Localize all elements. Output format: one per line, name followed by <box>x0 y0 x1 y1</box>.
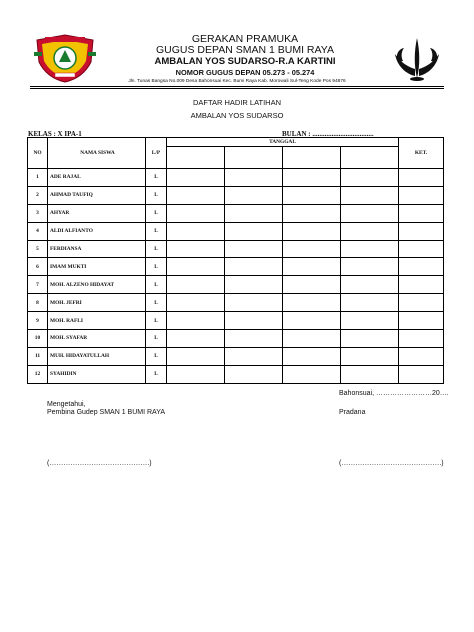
note-cell[interactable] <box>399 347 444 365</box>
note-cell[interactable] <box>399 330 444 348</box>
table-row <box>28 204 444 222</box>
school-crest-icon <box>33 32 97 84</box>
attendance-cell[interactable] <box>283 365 341 383</box>
attendance-cell[interactable] <box>283 294 341 312</box>
date-cell[interactable] <box>225 147 283 169</box>
student-name: IMAM MUKTI <box>48 258 146 276</box>
student-gender: L <box>146 312 167 330</box>
attendance-cell[interactable] <box>283 204 341 222</box>
attendance-cell[interactable] <box>283 347 341 365</box>
note-cell[interactable] <box>399 276 444 294</box>
col-ket-header: KET. <box>399 138 444 169</box>
table-row <box>28 347 444 365</box>
attendance-cell[interactable] <box>283 276 341 294</box>
note-cell[interactable] <box>399 204 444 222</box>
attendance-cell[interactable] <box>225 240 283 258</box>
student-name: AHYAR <box>48 204 146 222</box>
student-name: ALDI ALFIANTO <box>48 222 146 240</box>
table-header-row <box>28 138 444 147</box>
row-number: 4 <box>28 222 48 240</box>
table-row <box>28 169 444 187</box>
gudep-number: NOMOR GUGUS DEPAN 05.273 - 05.274 <box>175 68 315 77</box>
attendance-cell[interactable] <box>167 330 225 348</box>
table-row <box>28 186 444 204</box>
table-row <box>28 330 444 348</box>
attendance-cell[interactable] <box>341 240 399 258</box>
table-row <box>28 294 444 312</box>
attendance-cell[interactable] <box>225 330 283 348</box>
org-name: GERAKAN PRAMUKA <box>191 33 299 45</box>
student-name: AHMAD TAUFIQ <box>48 186 146 204</box>
attendance-cell[interactable] <box>225 347 283 365</box>
leader-signature-line: (…………………………………….) <box>339 460 444 467</box>
attendance-cell[interactable] <box>167 294 225 312</box>
row-number: 7 <box>28 276 48 294</box>
table-row <box>28 276 444 294</box>
note-cell[interactable] <box>399 169 444 187</box>
attendance-cell[interactable] <box>283 169 341 187</box>
row-number: 11 <box>28 347 48 365</box>
table-row <box>28 240 444 258</box>
table-row <box>28 312 444 330</box>
header-rule-bottom <box>30 88 444 89</box>
student-gender: L <box>146 276 167 294</box>
doc-subtitle: AMBALAN YOS SUDARSO <box>190 111 284 120</box>
student-gender: L <box>146 222 167 240</box>
student-name: MOH. ALZENO HIDAYAT <box>48 276 146 294</box>
place-date: Bahonsuai, ……………………20…. <box>339 390 449 397</box>
note-cell[interactable] <box>399 294 444 312</box>
row-number: 8 <box>28 294 48 312</box>
col-lp-header: L/P <box>146 138 167 169</box>
address: Jln. Tunas Bangsa No.009 Desa Bahonsuai Kec. Bumi Raya Kab. Morowali Sul-Teng Kode Pos 94876 <box>128 79 346 84</box>
col-no-header: NO <box>28 138 48 169</box>
attendance-cell[interactable] <box>283 222 341 240</box>
student-gender: L <box>146 258 167 276</box>
attendance-cell[interactable] <box>167 312 225 330</box>
table-body <box>28 169 444 384</box>
attendance-cell[interactable] <box>167 240 225 258</box>
attendance-cell[interactable] <box>341 365 399 383</box>
month-label: BULAN : ................................... <box>282 130 374 138</box>
attendance-cell[interactable] <box>225 365 283 383</box>
attendance-cell[interactable] <box>341 204 399 222</box>
student-name: MUH. HIDAYATULLAH <box>48 347 146 365</box>
student-name: MOH. SYAFAR <box>48 330 146 348</box>
date-cell[interactable] <box>167 147 225 169</box>
attendance-cell[interactable] <box>167 365 225 383</box>
student-name: ADE RAJAL <box>48 169 146 187</box>
note-cell[interactable] <box>399 365 444 383</box>
student-gender: L <box>146 294 167 312</box>
table-row <box>28 222 444 240</box>
tunas-kelapa-icon <box>392 34 442 82</box>
row-number: 12 <box>28 365 48 383</box>
ambalan-name: AMBALAN YOS SUDARSO-R.A KARTINI <box>154 56 336 67</box>
note-cell[interactable] <box>399 240 444 258</box>
supervisor-title: Pembina Gudep SMAN 1 BUMI RAYA <box>47 409 166 416</box>
attendance-cell[interactable] <box>225 186 283 204</box>
student-gender: L <box>146 169 167 187</box>
row-number: 1 <box>28 169 48 187</box>
student-name: SYAHIDIN <box>48 365 146 383</box>
attendance-cell[interactable] <box>225 276 283 294</box>
attendance-cell[interactable] <box>283 330 341 348</box>
attendance-cell[interactable] <box>283 258 341 276</box>
row-number: 3 <box>28 204 48 222</box>
student-name: FERDIANSA <box>48 240 146 258</box>
student-gender: L <box>146 204 167 222</box>
student-gender: L <box>146 186 167 204</box>
note-cell[interactable] <box>399 312 444 330</box>
leader-title: Pradana <box>339 409 366 416</box>
date-cell[interactable] <box>341 147 399 169</box>
note-cell[interactable] <box>399 222 444 240</box>
student-gender: L <box>146 347 167 365</box>
attendance-cell[interactable] <box>283 186 341 204</box>
table-row <box>28 258 444 276</box>
student-gender: L <box>146 240 167 258</box>
attendance-table <box>27 137 444 384</box>
attendance-cell[interactable] <box>167 186 225 204</box>
row-number: 9 <box>28 312 48 330</box>
attendance-cell[interactable] <box>167 204 225 222</box>
student-name: MOH. RAFLI <box>48 312 146 330</box>
attendance-cell[interactable] <box>341 294 399 312</box>
attendance-cell[interactable] <box>341 169 399 187</box>
attendance-cell[interactable] <box>167 276 225 294</box>
date-cell[interactable] <box>283 147 341 169</box>
row-number: 10 <box>28 330 48 348</box>
attendance-cell[interactable] <box>167 222 225 240</box>
row-number: 6 <box>28 258 48 276</box>
student-gender: L <box>146 365 167 383</box>
class-label: KELAS : X IPA-1 <box>28 130 82 138</box>
attendance-cell[interactable] <box>167 347 225 365</box>
attendance-cell[interactable] <box>167 169 225 187</box>
attendance-cell[interactable] <box>167 258 225 276</box>
attendance-cell[interactable] <box>225 169 283 187</box>
attendance-cell[interactable] <box>225 258 283 276</box>
attendance-cell[interactable] <box>341 186 399 204</box>
attendance-cell[interactable] <box>225 294 283 312</box>
row-number: 5 <box>28 240 48 258</box>
attendance-cell[interactable] <box>225 222 283 240</box>
note-cell[interactable] <box>399 258 444 276</box>
student-gender: L <box>146 330 167 348</box>
student-name: MOH. JEFRI <box>48 294 146 312</box>
col-tanggal-header: TANGGAL <box>167 138 399 147</box>
attendance-cell[interactable] <box>341 276 399 294</box>
attendance-cell[interactable] <box>283 240 341 258</box>
attendance-cell[interactable] <box>341 258 399 276</box>
note-cell[interactable] <box>399 186 444 204</box>
gudep-name: GUGUS DEPAN SMAN 1 BUMI RAYA <box>156 44 334 56</box>
header-rule-top <box>30 86 444 87</box>
attendance-cell[interactable] <box>283 312 341 330</box>
attendance-cell[interactable] <box>341 312 399 330</box>
attendance-cell[interactable] <box>341 222 399 240</box>
attendance-cell[interactable] <box>341 347 399 365</box>
table-row <box>28 365 444 383</box>
attendance-cell[interactable] <box>341 330 399 348</box>
row-number: 2 <box>28 186 48 204</box>
attendance-cell[interactable] <box>225 312 283 330</box>
supervisor-signature-line: (…………………………………….) <box>47 460 152 467</box>
attendance-cell[interactable] <box>225 204 283 222</box>
doc-title: DAFTAR HADIR LATIHAN <box>192 98 282 107</box>
acknowledged-label: Mengetahui, <box>47 401 86 408</box>
col-name-header: NAMA SISWA <box>48 138 146 169</box>
